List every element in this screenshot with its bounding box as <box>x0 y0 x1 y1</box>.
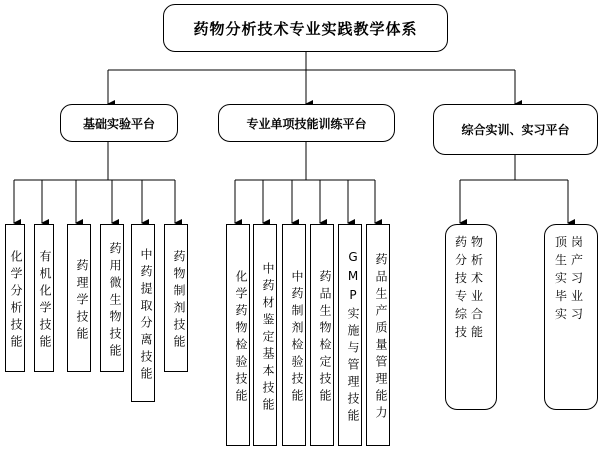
skill-single-3: 中药制剂检验技能 <box>282 224 306 446</box>
skill-basic-5: 中药提取分离技能 <box>131 224 155 402</box>
platform-basic: 基础实验平台 <box>60 104 178 142</box>
skill-basic-4: 药用微生物技能 <box>100 224 124 372</box>
skill-basic-1: 化学分析技能 <box>5 224 25 372</box>
skill-single-4: 药品生物检定技能 <box>310 224 334 446</box>
comprehensive-item-2: 顶岗生产实习毕业实习 <box>544 224 598 410</box>
skill-single-5: GMP实施与管理技能 <box>338 224 362 446</box>
platform-single-skill: 专业单项技能训练平台 <box>218 104 395 142</box>
skill-basic-3: 药理学技能 <box>67 224 91 372</box>
comprehensive-item-1: 药物分析技术专业综合技能 <box>445 224 497 410</box>
platform-comprehensive: 综合实训、实习平台 <box>433 104 598 155</box>
skill-single-6: 药品生产质量管理能力 <box>366 224 390 446</box>
diagram-title: 药物分析技术专业实践教学体系 <box>163 4 448 52</box>
skill-single-2: 中药材鉴定基本技能 <box>253 224 277 446</box>
skill-single-1: 化学药物检验技能 <box>226 224 250 446</box>
skill-basic-6: 药物制剂技能 <box>164 224 188 372</box>
skill-basic-2: 有机化学技能 <box>34 224 54 372</box>
